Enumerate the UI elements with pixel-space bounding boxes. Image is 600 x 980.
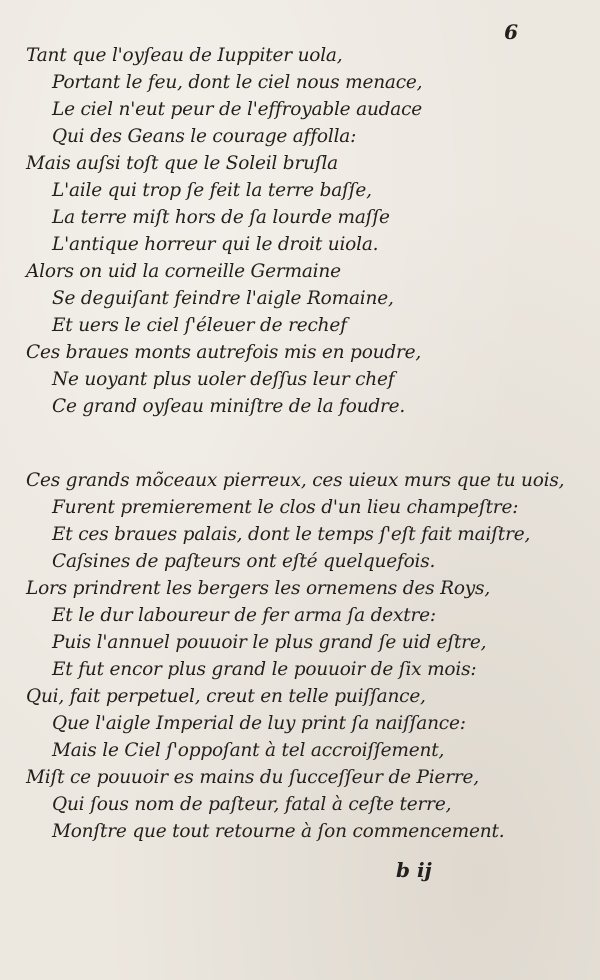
verse-line: Et ces braues palais, dont le temps ſ'eſt fait maiſtre, (52, 524, 531, 545)
verse-line: Ces braues monts autrefois mis en poudre, (26, 342, 422, 363)
verse-line: L'antique horreur qui le droit uiola. (52, 234, 379, 255)
verse-line: Qui, fait perpetuel, creut en telle puiſſance, (26, 686, 426, 707)
verse-line: Portant le feu, dont le ciel nous menace, (52, 72, 423, 93)
verse-line: Ne uoyant plus uoler deſſus leur chef (52, 369, 395, 390)
verse-line: Monſtre que tout retourne à ſon commencement. (52, 821, 505, 842)
verse-line: Caſsines de paſteurs ont eſté quelquefois. (52, 551, 436, 572)
verse-line: Qui ſous nom de paſteur, fatal à ceſte terre, (52, 794, 452, 815)
verse-line: Le ciel n'eut peur de l'effroyable audace (52, 99, 423, 120)
verse-line: Lors prindrent les bergers les ornemens des Roys, (26, 578, 491, 599)
verse-line: Et fut encor plus grand le pouuoir de ſix mois: (52, 659, 477, 680)
verse-line: Mais le Ciel ſ'oppoſant à tel accroiſſement, (52, 740, 445, 761)
verse-line: Et uers le ciel ſ'éleuer de rechef (52, 315, 347, 336)
page-number: 6 (504, 20, 518, 44)
verse-line: Miſt ce pouuoir es mains du ſucceſſeur de Pierre, (26, 767, 479, 788)
sonnet-1 (26, 42, 546, 420)
verse-line: Puis l'annuel pouuoir le plus grand ſe uid eſtre, (52, 632, 487, 653)
verse-line: Furent premierement le clos d'un lieu champeſtre: (52, 497, 519, 518)
verse-line: La terre miſt hors de ſa lourde maſſe (52, 207, 390, 228)
verse-line: L'aile qui trop ſe feit la terre baſſe, (52, 180, 372, 201)
verse-line: Ces grands mõceaux pierreux, ces uieux murs que tu uois, (26, 470, 565, 491)
sonnet-2 (26, 467, 565, 845)
verse-line: Et le dur laboureur de fer arma ſa dextre: (52, 605, 436, 626)
verse-line: Mais auſsi toſt que le Soleil bruſla (26, 153, 338, 174)
verse-line: Que l'aigle Imperial de luy print ſa naiſſance: (52, 713, 466, 734)
verse-line: Qui des Geans le courage affolla: (52, 126, 357, 147)
verse-line: Se deguiſant feindre l'aigle Romaine, (52, 288, 394, 309)
verse-line: Tant que l'oyſeau de Iuppiter uola, (26, 45, 343, 66)
verse-line: Alors on uid la corneille Germaine (26, 261, 341, 282)
verse-line: Ce grand oyſeau miniſtre de la foudre. (52, 396, 406, 417)
signature-mark: b ij (396, 858, 432, 882)
